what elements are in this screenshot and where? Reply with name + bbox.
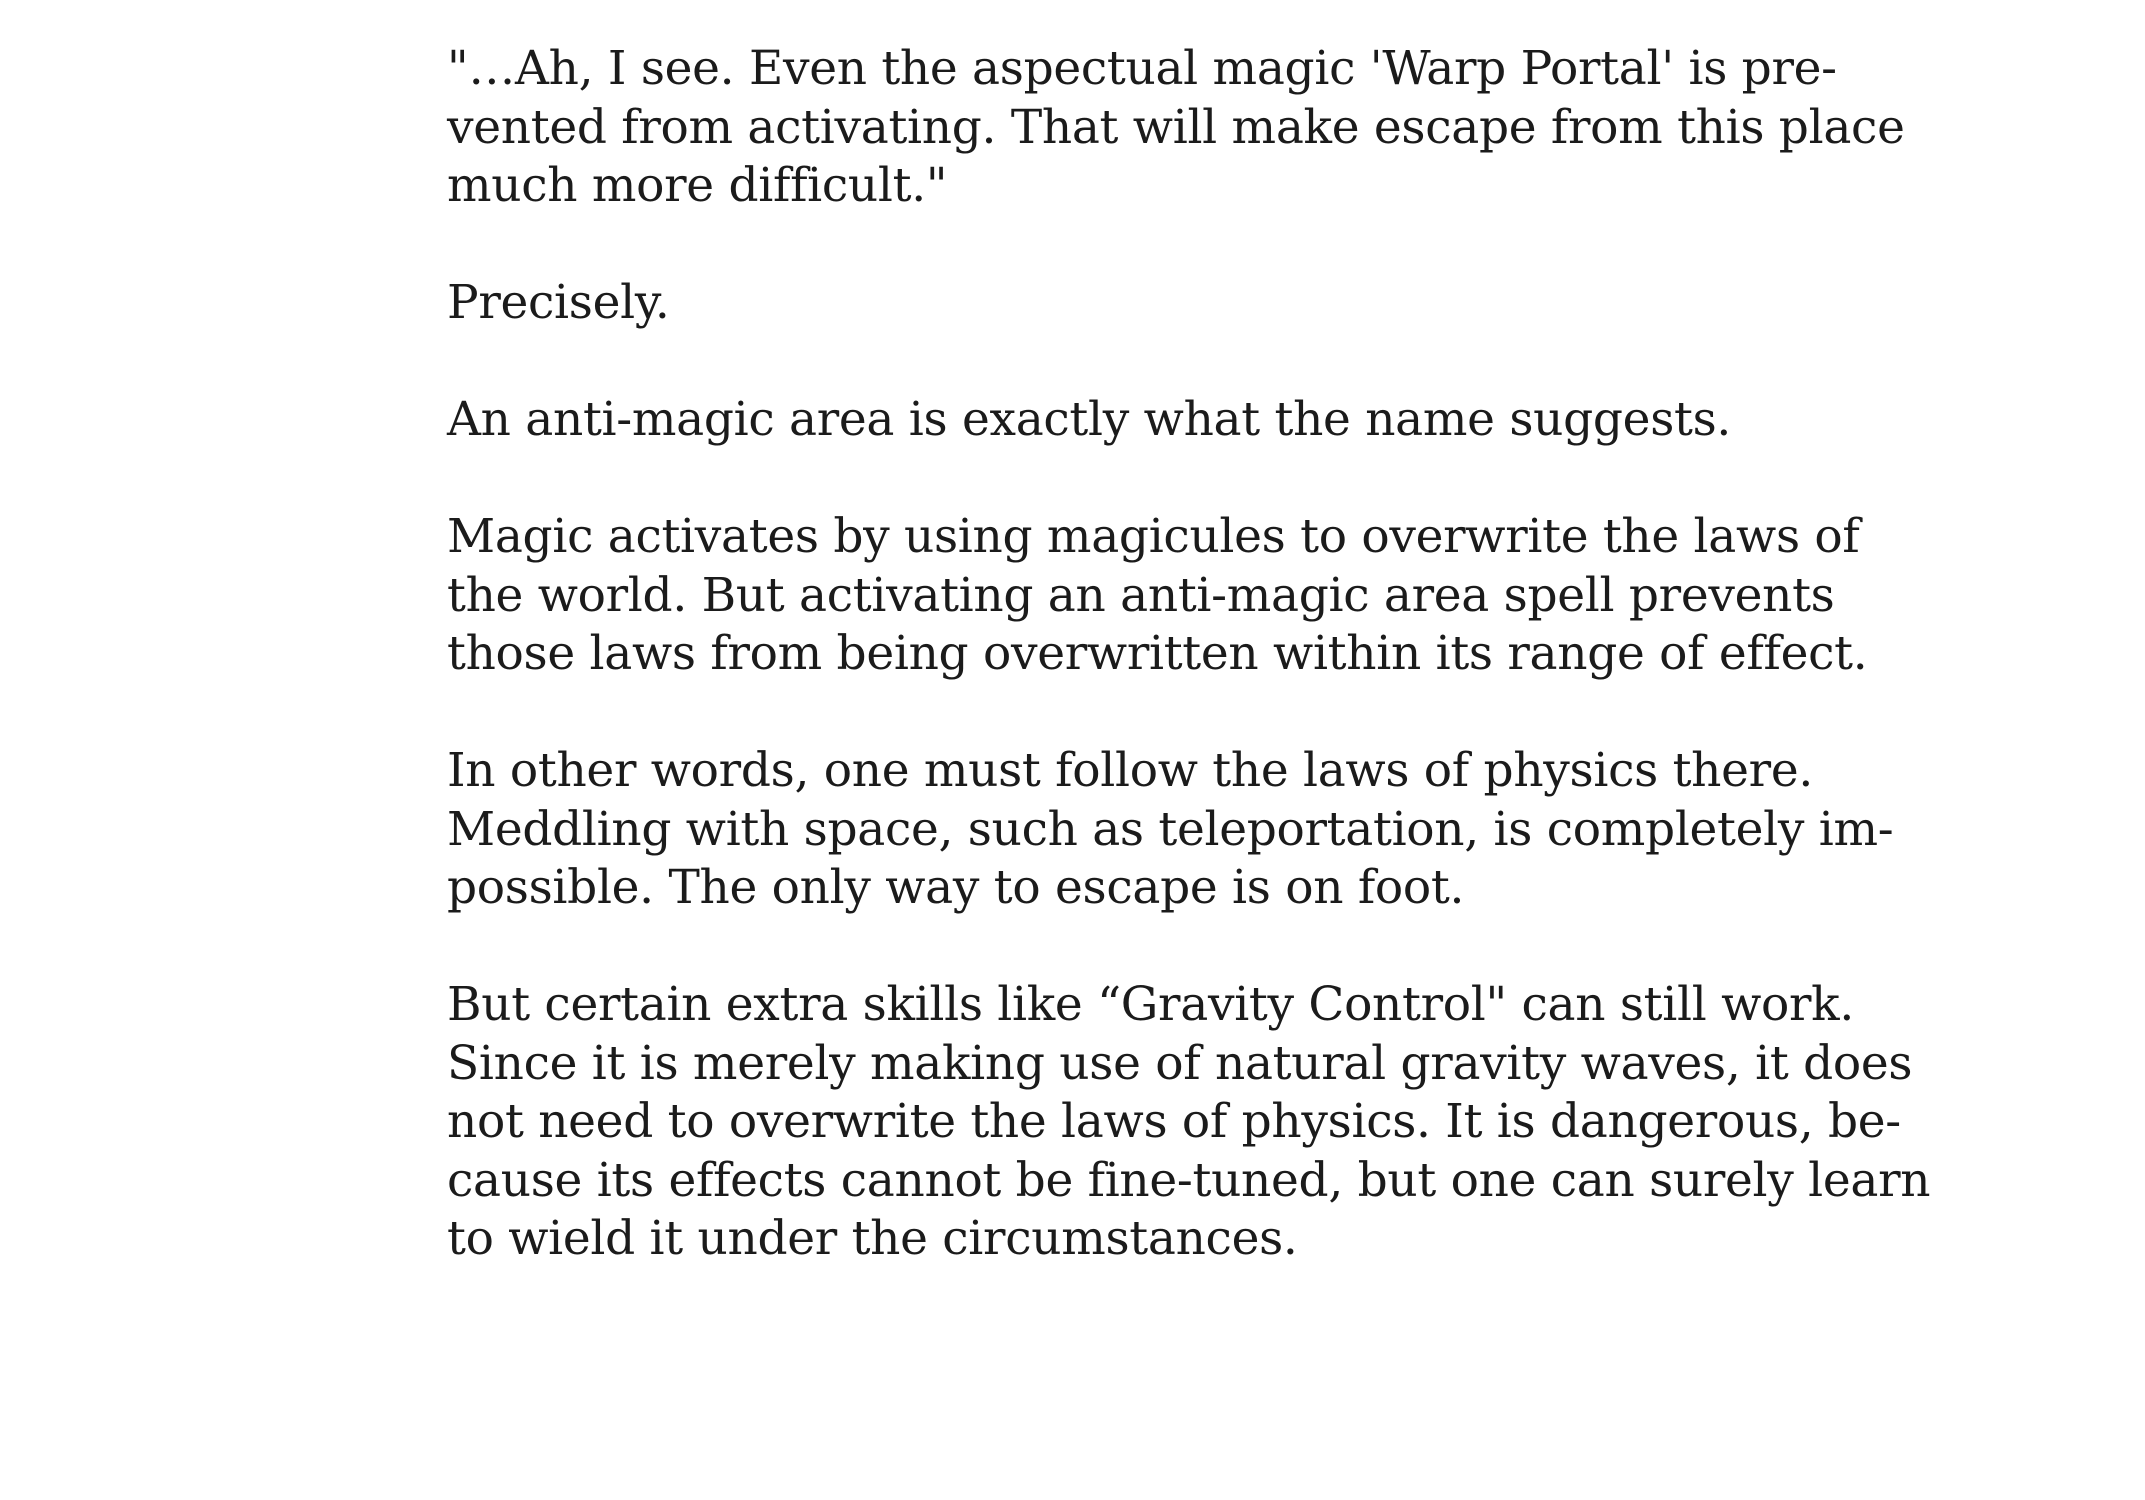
text-line: vented from activating. That will make escape from this place — [447, 99, 1905, 155]
text-line: to wield it under the circumstances. — [447, 1211, 1298, 1266]
text-line: possible. The only way to escape is on foot. — [447, 860, 1465, 915]
text-line: those laws from being overwritten within its range of effect. — [447, 626, 1868, 681]
paragraph-warp-portal — [447, 40, 1905, 216]
text-line: An anti-magic area is exactly what the name suggests. — [447, 392, 1732, 447]
text-line: Since it is merely making use of natural gravity waves, it does — [447, 1035, 1913, 1091]
paragraph-precisely — [447, 274, 1725, 333]
text-line: "…Ah, I see. Even the aspectual magic 'Warp Portal' is pre- — [447, 41, 1837, 96]
text-line: much more difficult." — [447, 158, 948, 213]
text-line: the world. But activating an anti-magic area spell prevents — [447, 567, 1835, 623]
paragraph-physics — [447, 742, 1894, 918]
paragraph-gravity-control — [447, 976, 1931, 1269]
text-line: Meddling with space, such as teleportation, is completely im- — [447, 801, 1894, 857]
text-line: In other words, one must follow the laws of physics there. — [447, 743, 1813, 798]
text-line: cause its effects cannot be fine-tuned, but one can surely learn — [447, 1152, 1931, 1208]
text-line: But certain extra skills like “Gravity Control" can still work. — [447, 977, 1854, 1032]
text-line: Magic activates by using magicules to overwrite the laws of — [447, 509, 1860, 564]
text-line: Precisely. — [447, 275, 670, 330]
body-text — [447, 40, 1931, 1269]
paragraph-anti-magic-area — [447, 391, 1732, 450]
paragraph-magic-laws — [447, 508, 1868, 684]
text-line: not need to overwrite the laws of physics. It is dangerous, be- — [447, 1094, 1901, 1149]
